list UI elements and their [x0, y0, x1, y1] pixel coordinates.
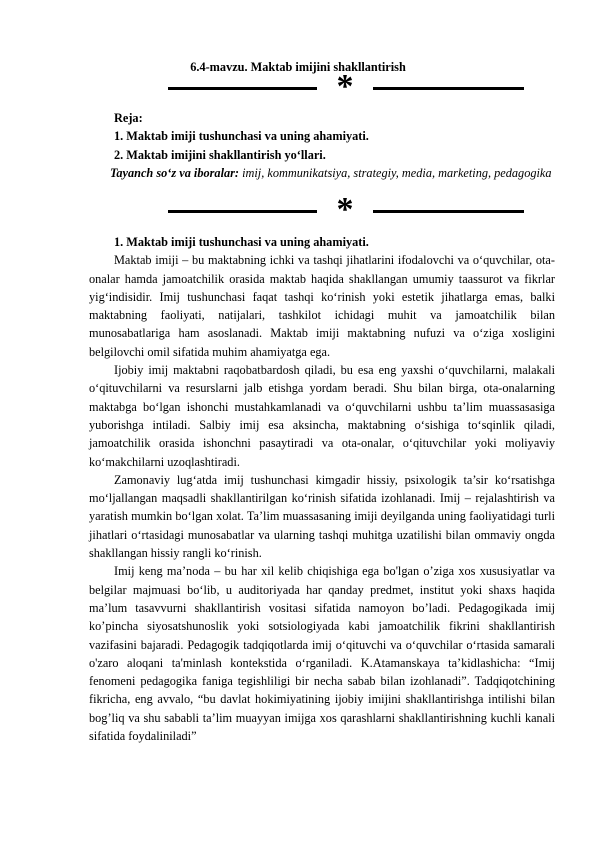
paragraph: Imij keng ma’noda – bu har xil kelib chiqishiga ega bo'lgan o’ziga xos xususiyatlar va belgilar majmuasi bo‘lib, u auditoriyada har qanday predmet, institut yoki shaxs haqida ma’lum tasavvurni shakllantirish vositasi sifatida namoyon bo’ladi. Pedagogikada imij ko’pincha siyosatshunoslik yoki sotsiologiyada kabi jamoatchilik fikrini shakllantirish vazifasini bajaradi. Pedagogik tadqiqotlarda imij o‘qituvchi va o‘quvchilar o‘rtasida samarali o'zaro aloqani ta'minlash kontekstida o‘rganiladi. K.Atamanskaya ta’kidlashicha: “Imij fenomeni pedagogika faniga tegishliligi bir necha sabab bilan izohlanadi”. Tadqiqotchining fikricha, eng avvalo, “bu davlat hokimiyatining ijobiy imijini shakllantirishga intilishi bilan bog’liq va shu sababli ta’lim muayyan imijga xos qarashlarni shakllantirishning kuchli kanali sifatida foydaliniladi”	[89, 564, 555, 744]
plan-heading: Reja:	[114, 111, 143, 125]
ornament-divider-top	[168, 68, 524, 105]
paragraph: Ijobiy imij maktabni raqobatbardosh qiladi, bu esa eng yaxshi o‘quvchilarni, malakali o‘qituvchilarni va resurslarni jalb etishga yordam beradi. Shu bilan birga, ota-onalarning maktabga bo‘lgan ishonchi mustahkamlanadi va o‘quvchilarni ushbu ta’lim muassasasiga yuborishga intiladi. Salbiy imij esa aksincha, maktabning o‘sishiga to‘sqinlik qiladi, jamoatchilik orasida ishonchni pasaytiradi va ota-onalar, o‘qituvchilar yoki moliyaviy ko‘makchilarni uzoqlashtiradi.	[89, 363, 555, 469]
plan-item-2: 2. Maktab imijini shakllantirish yo‘llari.	[114, 147, 326, 162]
divider-line-left	[168, 210, 317, 213]
plan-item-1: 1. Maktab imiji tushunchasi va uning ahamiyati.	[114, 129, 369, 144]
divider-line-right	[373, 87, 524, 90]
section-heading: 1. Maktab imiji tushunchasi va uning ahamiyati.	[114, 235, 369, 249]
page-title: 6.4-mavzu. Maktab imijini shakllantirish	[190, 60, 406, 74]
divider-line-right	[373, 210, 524, 213]
paragraph: Zamonaviy lug‘atda imij tushunchasi kimgadir hissiy, psixologik ta’sir ko‘rsatishga mo‘ljallangan maqsadli shakllantirilgan ko‘rinish sifatida izohlanadi. Imij – rejalashtirish va yaratish mumkin bo‘lgan xolat. Ta’lim muassasaning imiji deyilganda uning faoliyatidagi turli jihatlari o‘rtasidagi munosabatlar va ularning tashqi muhitga uzatilishi bilan ommaviy ongda shakllangan hissiy rangli ko‘rinish.	[89, 472, 555, 561]
section-body	[89, 233, 555, 745]
keywords-line	[85, 164, 555, 182]
plan-block	[89, 109, 555, 182]
ornament-divider-bottom	[168, 191, 524, 228]
asterisk-icon: *	[336, 68, 354, 105]
keywords-label: Tayanch so‘z va iboralar:	[110, 165, 240, 180]
keywords-text: imij, kommunikatsiya, strategiy, media, marketing, pedagogika	[239, 165, 552, 180]
paragraph: Maktab imiji – bu maktabning ichki va tashqi jihatlarini ifodalovchi va o‘quvchilar, ota-onalar hamda jamoatchilik orasida maktab haqida shakllangan umumiy taassurot va fikrlar yig‘indisidir. Imij tushunchasi faqat tashqi ko‘rinish yoki estetik jihatlarga emas, balki maktabning faoliyati, natijalari, tashkilot ichidagi muhit va jamoatchilik bilan munosabatlariga ham asoslanadi. Maktab imiji maktabning nufuzi va o‘ziga xosligini belgilovchi omil sifatida muhim ahamiyatga ega.	[89, 253, 555, 359]
divider-line-left	[168, 87, 317, 90]
asterisk-icon: *	[336, 191, 354, 228]
